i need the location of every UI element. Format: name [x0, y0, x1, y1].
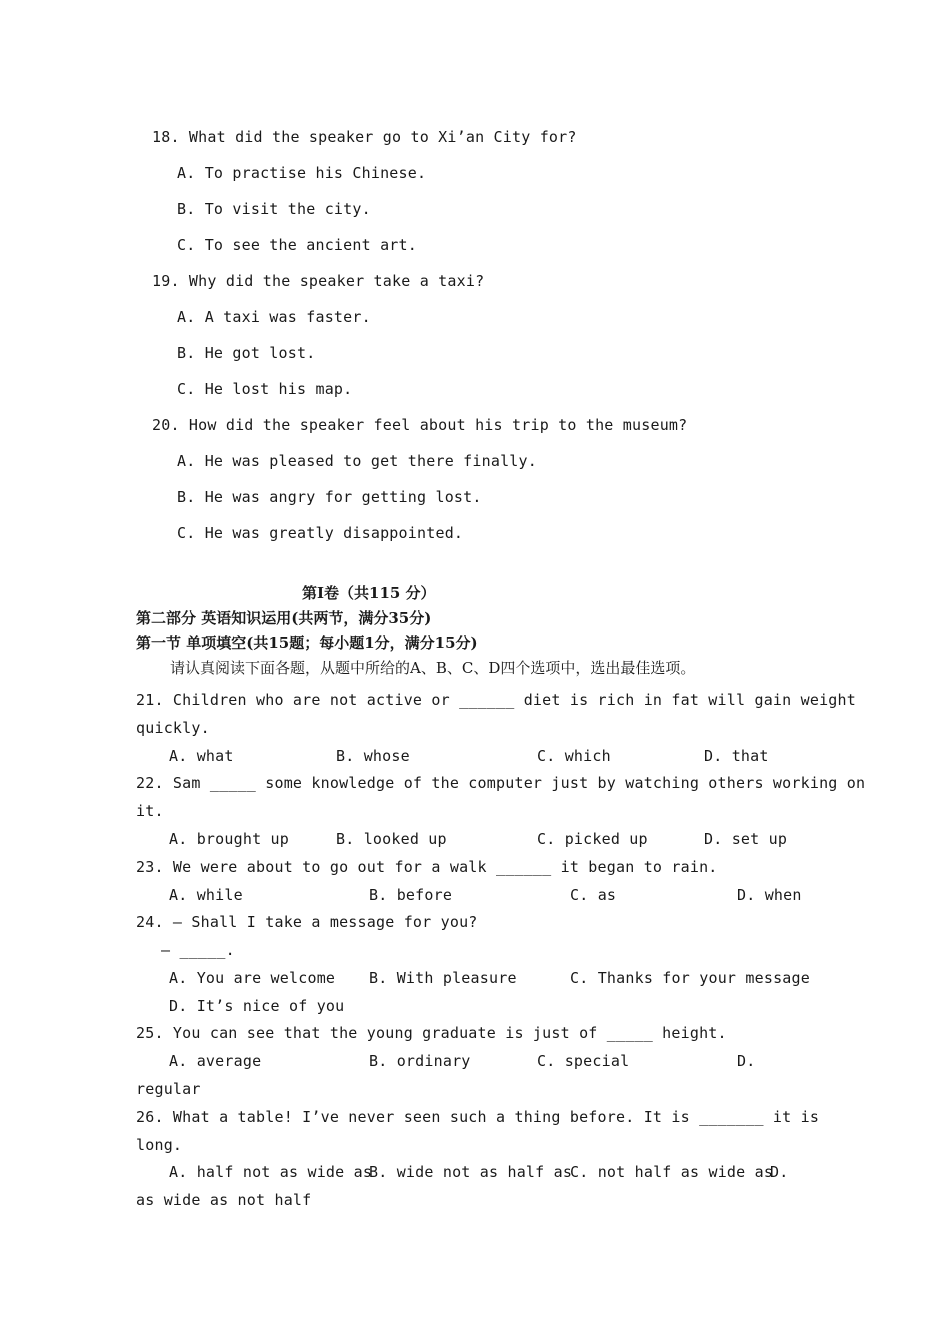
q26-option-b: B. wide not as half as	[369, 1163, 573, 1181]
q21-option-d: D. that	[704, 747, 769, 765]
q22-option-d: D. set up	[704, 830, 788, 848]
q24-stem-reply: — _____.	[161, 941, 235, 959]
q24-option-b: B. With pleasure	[369, 969, 517, 987]
q20-option-a: A. He was pleased to get there finally.	[177, 452, 537, 470]
q26-option-a: A. half not as wide as	[169, 1163, 373, 1181]
q22-stem: 22. Sam _____ some knowledge of the computer just by watching others working on	[136, 774, 866, 792]
q26-option-d-text: as wide as not half	[136, 1191, 312, 1209]
q20-stem: 20. How did the speaker feel about his trip to the museum?	[152, 416, 688, 434]
q24-option-a: A. You are welcome	[169, 969, 336, 987]
q25-option-d-text: regular	[136, 1080, 201, 1098]
q23-option-d: D. when	[737, 886, 802, 904]
q26-stem-cont: long.	[136, 1136, 183, 1154]
q24-option-d: D. It’s nice of you	[169, 997, 345, 1015]
q23-option-b: B. before	[369, 886, 453, 904]
q19-stem: 19. Why did the speaker take a taxi?	[152, 272, 485, 290]
q25-option-d: D.	[737, 1052, 756, 1070]
q25-stem: 25. You can see that the young graduate is just of _____ height.	[136, 1024, 727, 1042]
instructions: 请认真阅读下面各题，从题中所给的A、B、C、D四个选项中，选出最佳选项。	[170, 659, 696, 677]
q18-option-a: A. To practise his Chinese.	[177, 164, 427, 182]
q25-option-a: A. average	[169, 1052, 262, 1070]
q21-option-c: C. which	[537, 747, 611, 765]
q22-option-c: C. picked up	[537, 830, 648, 848]
q20-option-c: C. He was greatly disappointed.	[177, 524, 464, 542]
q19-option-a: A. A taxi was faster.	[177, 308, 371, 326]
q25-option-b: B. ordinary	[369, 1052, 471, 1070]
q22-option-a: A. brought up	[169, 830, 289, 848]
section1-title: 第一节 单项填空(共15题；每小题1分，满分15分)	[136, 634, 478, 652]
q18-stem: 18. What did the speaker go to Xi’an City for?	[152, 128, 577, 146]
q23-option-c: C. as	[570, 886, 617, 904]
q26-option-c: C. not half as wide as	[570, 1163, 774, 1181]
q21-stem: 21. Children who are not active or ______ diet is rich in fat will gain weight	[136, 691, 856, 709]
q24-stem: 24. — Shall I take a message for you?	[136, 913, 478, 931]
q22-stem-cont: it.	[136, 802, 164, 820]
q21-option-b: B. whose	[336, 747, 410, 765]
q21-option-a: A. what	[169, 747, 234, 765]
q20-option-b: B. He was angry for getting lost.	[177, 488, 482, 506]
q18-option-c: C. To see the ancient art.	[177, 236, 417, 254]
q22-option-b: B. looked up	[336, 830, 447, 848]
q24-option-c: C. Thanks for your message	[570, 969, 810, 987]
q19-option-c: C. He lost his map.	[177, 380, 353, 398]
q26-stem: 26. What a table! I’ve never seen such a thing before. It is _______ it is	[136, 1108, 820, 1126]
q21-stem-cont: quickly.	[136, 719, 210, 737]
part2-title: 第二部分 英语知识运用(共两节，满分35分)	[136, 609, 432, 627]
q23-stem: 23. We were about to go out for a walk ______ it began to rain.	[136, 858, 718, 876]
q23-option-a: A. while	[169, 886, 243, 904]
q19-option-b: B. He got lost.	[177, 344, 316, 362]
q26-option-d: D.	[770, 1163, 789, 1181]
q25-option-c: C. special	[537, 1052, 630, 1070]
q18-option-b: B. To visit the city.	[177, 200, 371, 218]
volume-title: 第Ⅰ卷（共115 分）	[302, 584, 436, 602]
